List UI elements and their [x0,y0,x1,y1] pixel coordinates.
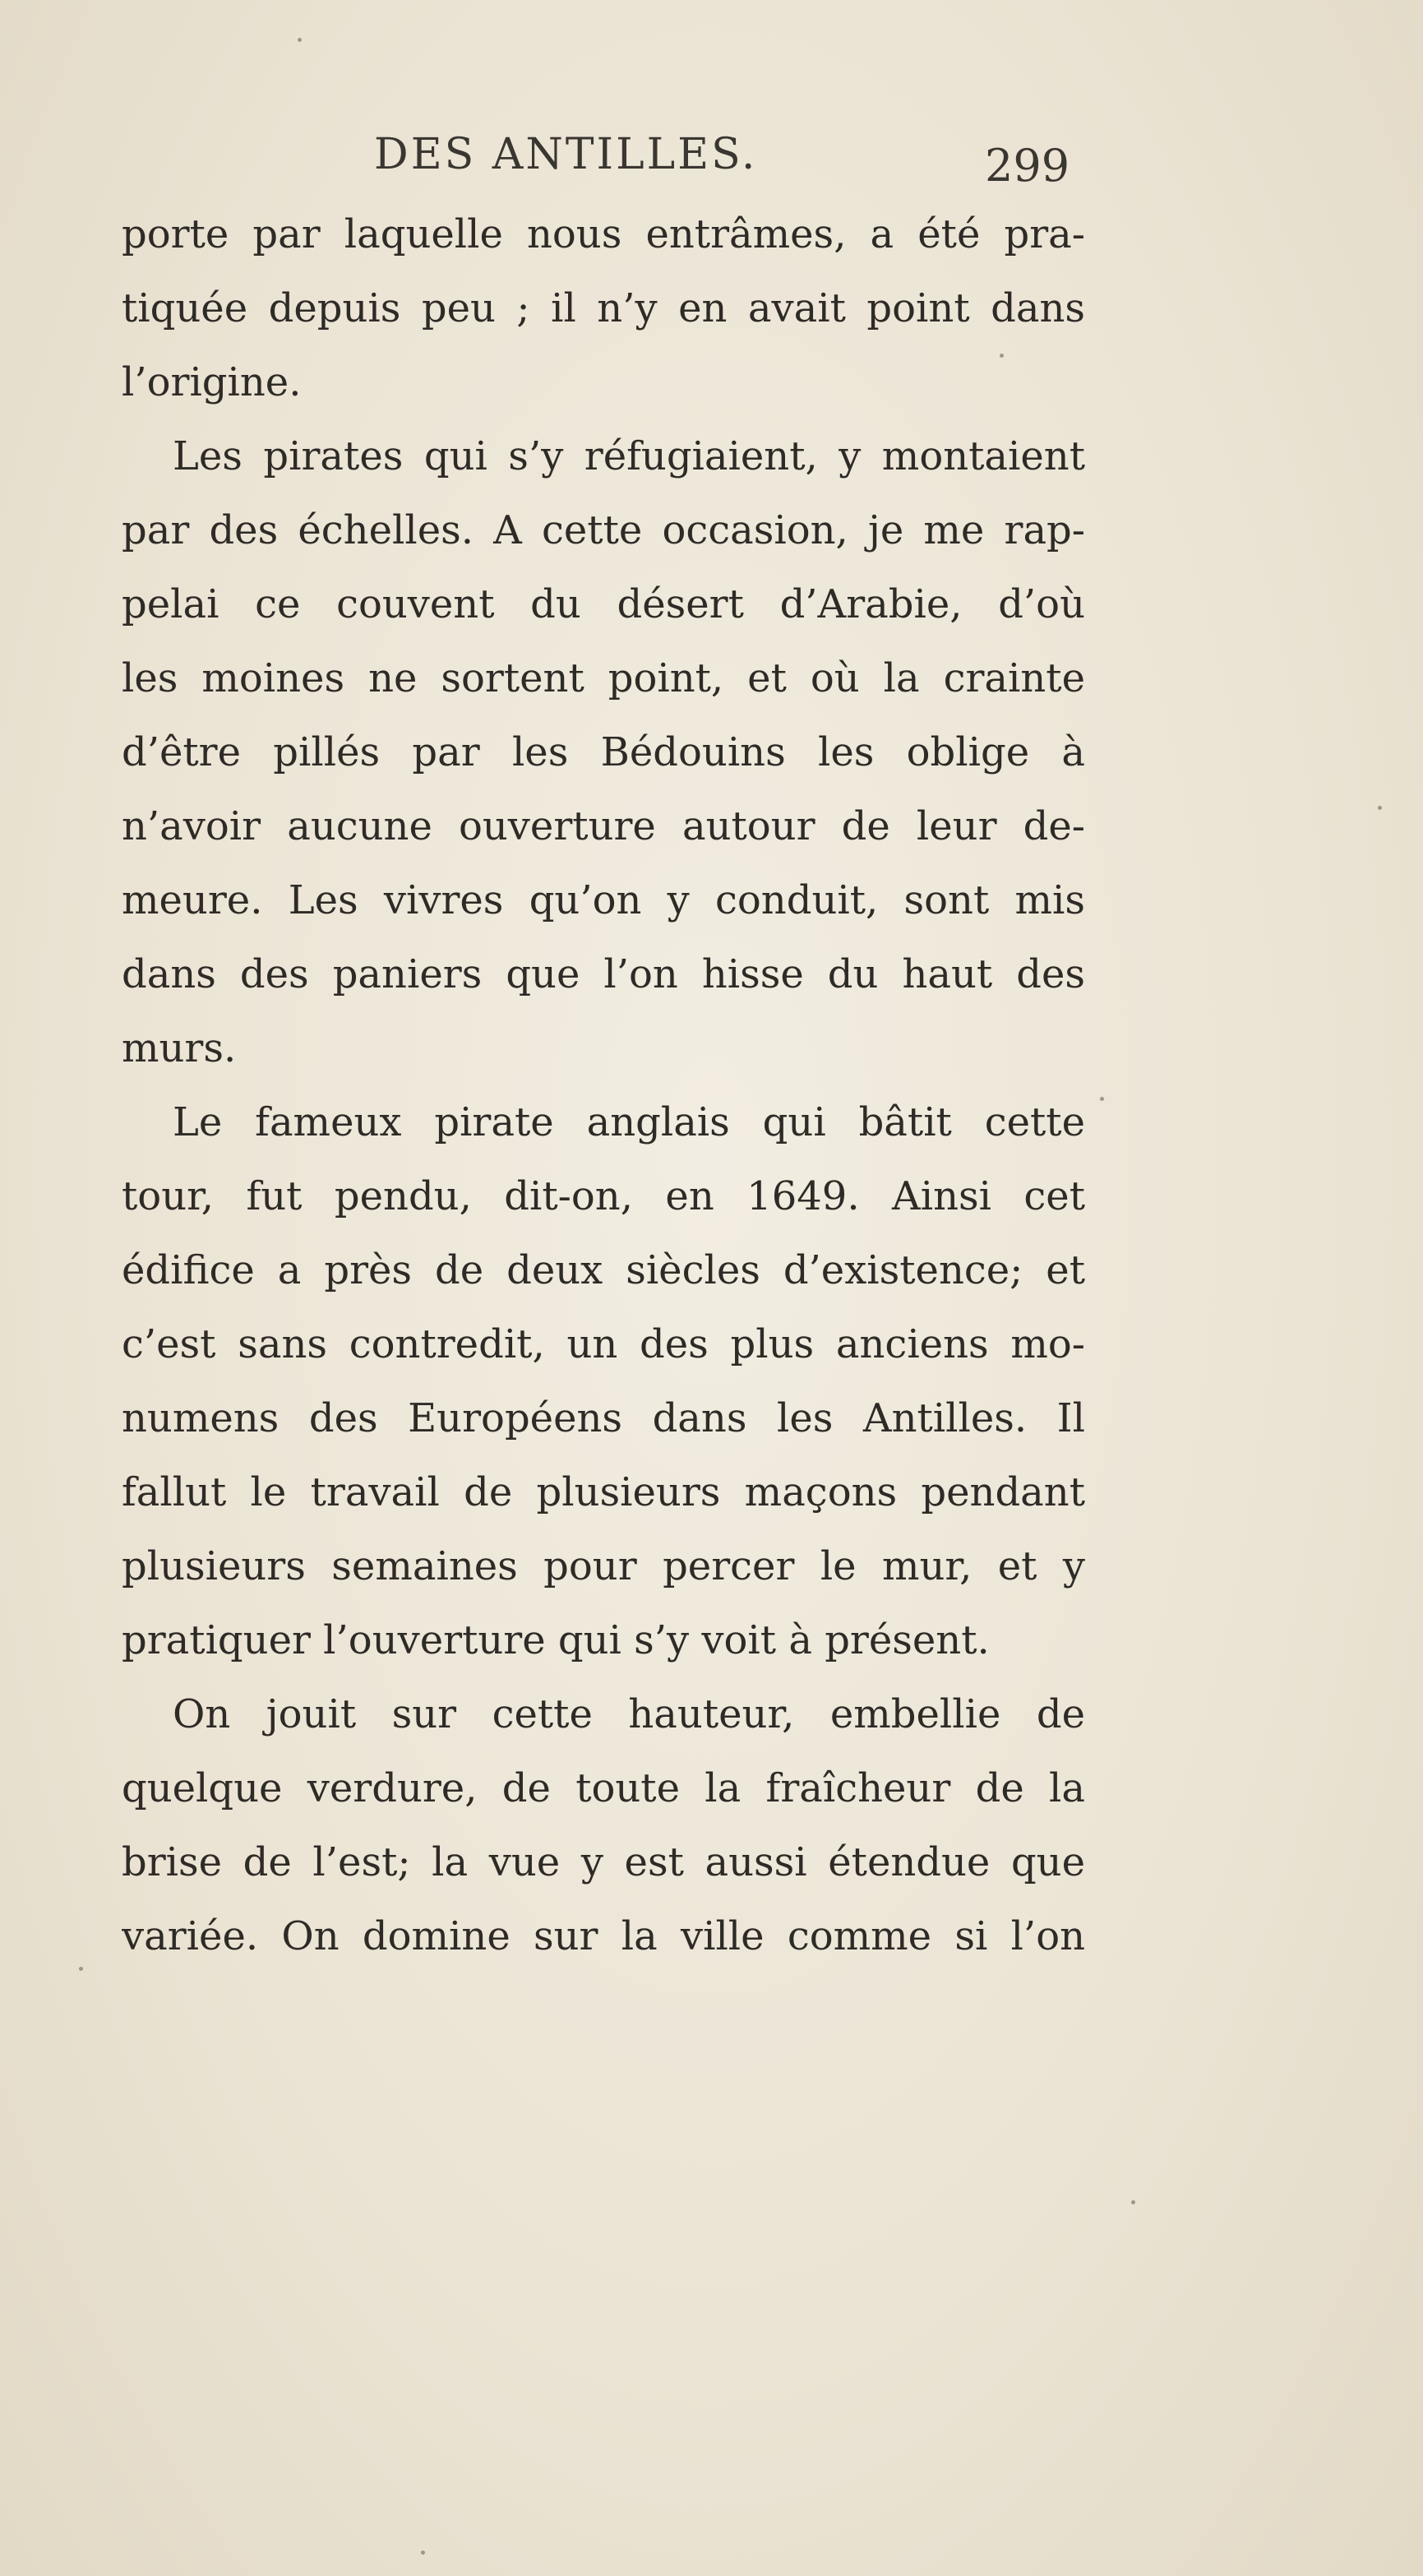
text-line: les moines ne sortent point, et où la crainte [122,655,1085,701]
paper-speck [1100,1097,1104,1101]
text-line: Le fameux pirate anglais qui bâtit cette [173,1099,1085,1145]
text-line: quelque verdure, de toute la fraîcheur de la [122,1765,1085,1811]
text-line: pelai ce couvent du désert d’Arabie, d’où [122,581,1085,627]
running-title: DES ANTILLES. [374,130,758,179]
text-line: porte par laquelle nous entrâmes, a été pra- [122,211,1085,257]
paper-speck [298,38,302,42]
text-line: d’être pillés par les Bédouins les oblige à [122,729,1085,775]
text-line: n’avoir aucune ouverture autour de leur de- [122,803,1085,849]
page-number: 299 [985,140,1070,192]
paper-speck [1000,354,1004,358]
text-line: fallut le travail de plusieurs maçons pendant [122,1469,1085,1515]
text-line: murs. [122,1025,237,1071]
text-line: pratiquer l’ouverture qui s’y voit à présent. [122,1617,990,1663]
page-header [0,123,1423,192]
paper-speck [1131,2200,1135,2204]
text-line: meure. Les vivres qu’on y conduit, sont mis [122,877,1085,923]
text-line: On jouit sur cette hauteur, embellie de [173,1691,1085,1737]
paper-speck [79,1967,83,1971]
text-line: brise de l’est; la vue y est aussi étendue que [122,1839,1085,1885]
text-line: plusieurs semaines pour percer le mur, et y [122,1543,1085,1589]
paper-speck [421,2551,425,2555]
text-line: c’est sans contredit, un des plus anciens mo- [122,1321,1085,1367]
text-line: l’origine. [122,359,302,405]
body-text [122,197,1085,1973]
text-line: édifice a près de deux siècles d’existence; et [122,1247,1085,1293]
text-line: numens des Européens dans les Antilles. Il [122,1395,1085,1441]
text-line: tour, fut pendu, dit-on, en 1649. Ainsi cet [122,1173,1085,1219]
paper-speck [1378,806,1382,810]
text-line: Les pirates qui s’y réfugiaient, y montaient [173,433,1085,479]
text-line: variée. On domine sur la ville comme si l’on [122,1913,1085,1959]
text-line: par des échelles. A cette occasion, je me rap- [122,507,1085,553]
text-line: tiquée depuis peu ; il n’y en avait point dans [122,285,1085,331]
text-line: dans des paniers que l’on hisse du haut des [122,951,1085,997]
